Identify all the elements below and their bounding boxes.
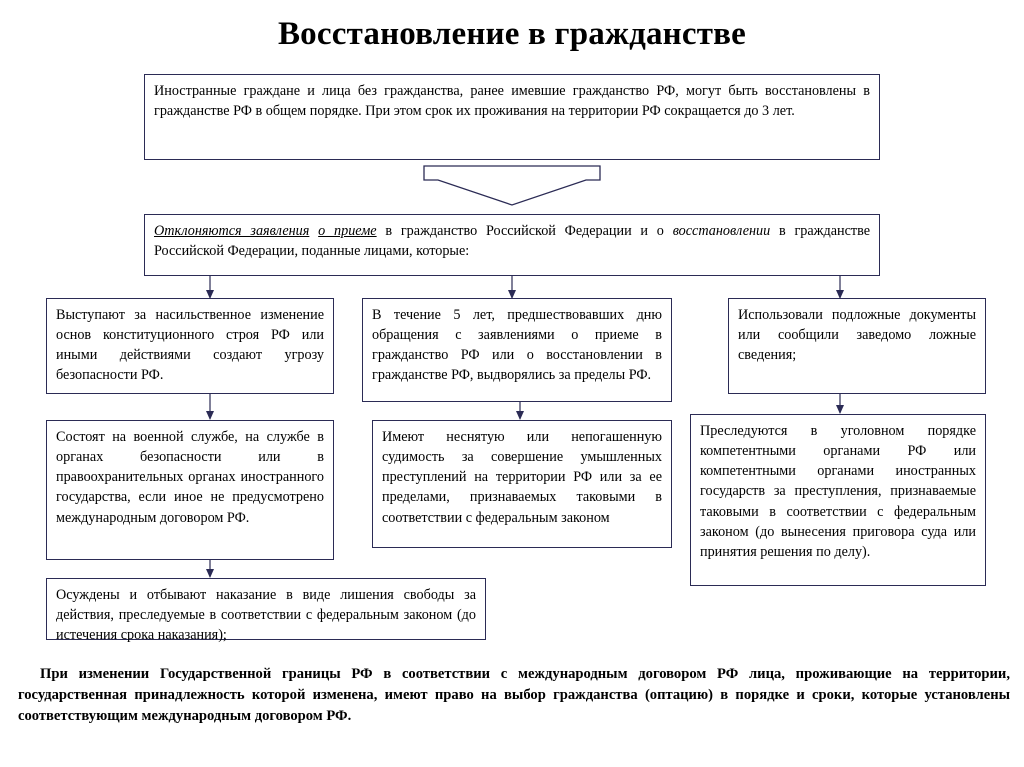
rejection-tail: в гражданстве Российской Федерации, поданные лицами, которые: bbox=[154, 223, 871, 260]
reason-box-foreign-service bbox=[46, 420, 334, 560]
rejection-restoration: восстановлении bbox=[672, 223, 771, 239]
reason-box-criminal-record bbox=[372, 420, 672, 548]
reason-text: В течение 5 лет, предшествовавших дню обращения с заявлениями о приеме в гражданство РФ или о восстановлении в гражданстве РФ, выдворялись за пределы РФ. bbox=[372, 307, 662, 384]
reason-box-deportation-5-years bbox=[362, 298, 672, 402]
statement-box-rejection-intro bbox=[144, 214, 880, 276]
footer-note: При изменении Государственной границы РФ в соответствии с международным договором РФ лица, проживающие на территории, государственная принадлежность которой изменена, имеют право на выбор гражданства (оптацию) в порядке и сроки, которые установлены соответствующим международным договором РФ. bbox=[18, 666, 1010, 725]
reason-box-forged-documents bbox=[728, 298, 986, 394]
reason-text: Преследуются в уголовном порядке компетентными органами РФ или компетентными органами иностранных государств за преступления, признаваемые таковыми в соответствии с федеральным законом (до вынесения приговора суда или принятия решения по делу). bbox=[700, 423, 976, 560]
reason-box-imprisonment bbox=[46, 578, 486, 644]
rejection-admission: о приеме bbox=[318, 223, 377, 239]
reason-box-constitutional-threat bbox=[46, 298, 334, 394]
reason-box-criminal-prosecution bbox=[690, 414, 986, 586]
page-title: Восстановление в гражданстве bbox=[277, 16, 747, 52]
statement-box-restoration bbox=[144, 74, 880, 160]
reason-text: Состоят на военной службе, на службе в органах безопасности или в правоохранительных органах иностранного государства, если иное не предусмотрено международным договором РФ. bbox=[56, 429, 324, 526]
rejection-mid: в гражданство Российской Федерации и о bbox=[376, 223, 673, 239]
statement-text: Иностранные граждане и лица без гражданства, ранее имевшие гражданство РФ, могут быть восстановлены в гражданстве РФ в общем порядке. При этом срок их проживания на территории РФ сокращается до 3 лет. bbox=[154, 83, 870, 120]
reason-text: Имеют неснятую или непогашенную судимость за совершение умышленных преступлений на территории РФ или за ее пределами, признаваемых таковыми в соответствии с федеральным законом bbox=[382, 429, 662, 526]
reason-text: Осуждены и отбывают наказание в виде лишения свободы за действия, преследуемые в соответствии с федеральным законом (до истечения срока наказания); bbox=[56, 587, 476, 644]
reason-text: Использовали подложные документы или сообщили заведомо ложные сведения; bbox=[738, 307, 976, 364]
rejection-lead: Отклоняются заявления bbox=[154, 223, 310, 239]
rejection-intro-text bbox=[154, 221, 870, 261]
reason-text: Выступают за насильственное изменение основ конституционного строя РФ или иными действиями создают угрозу безопасности РФ. bbox=[56, 307, 324, 384]
